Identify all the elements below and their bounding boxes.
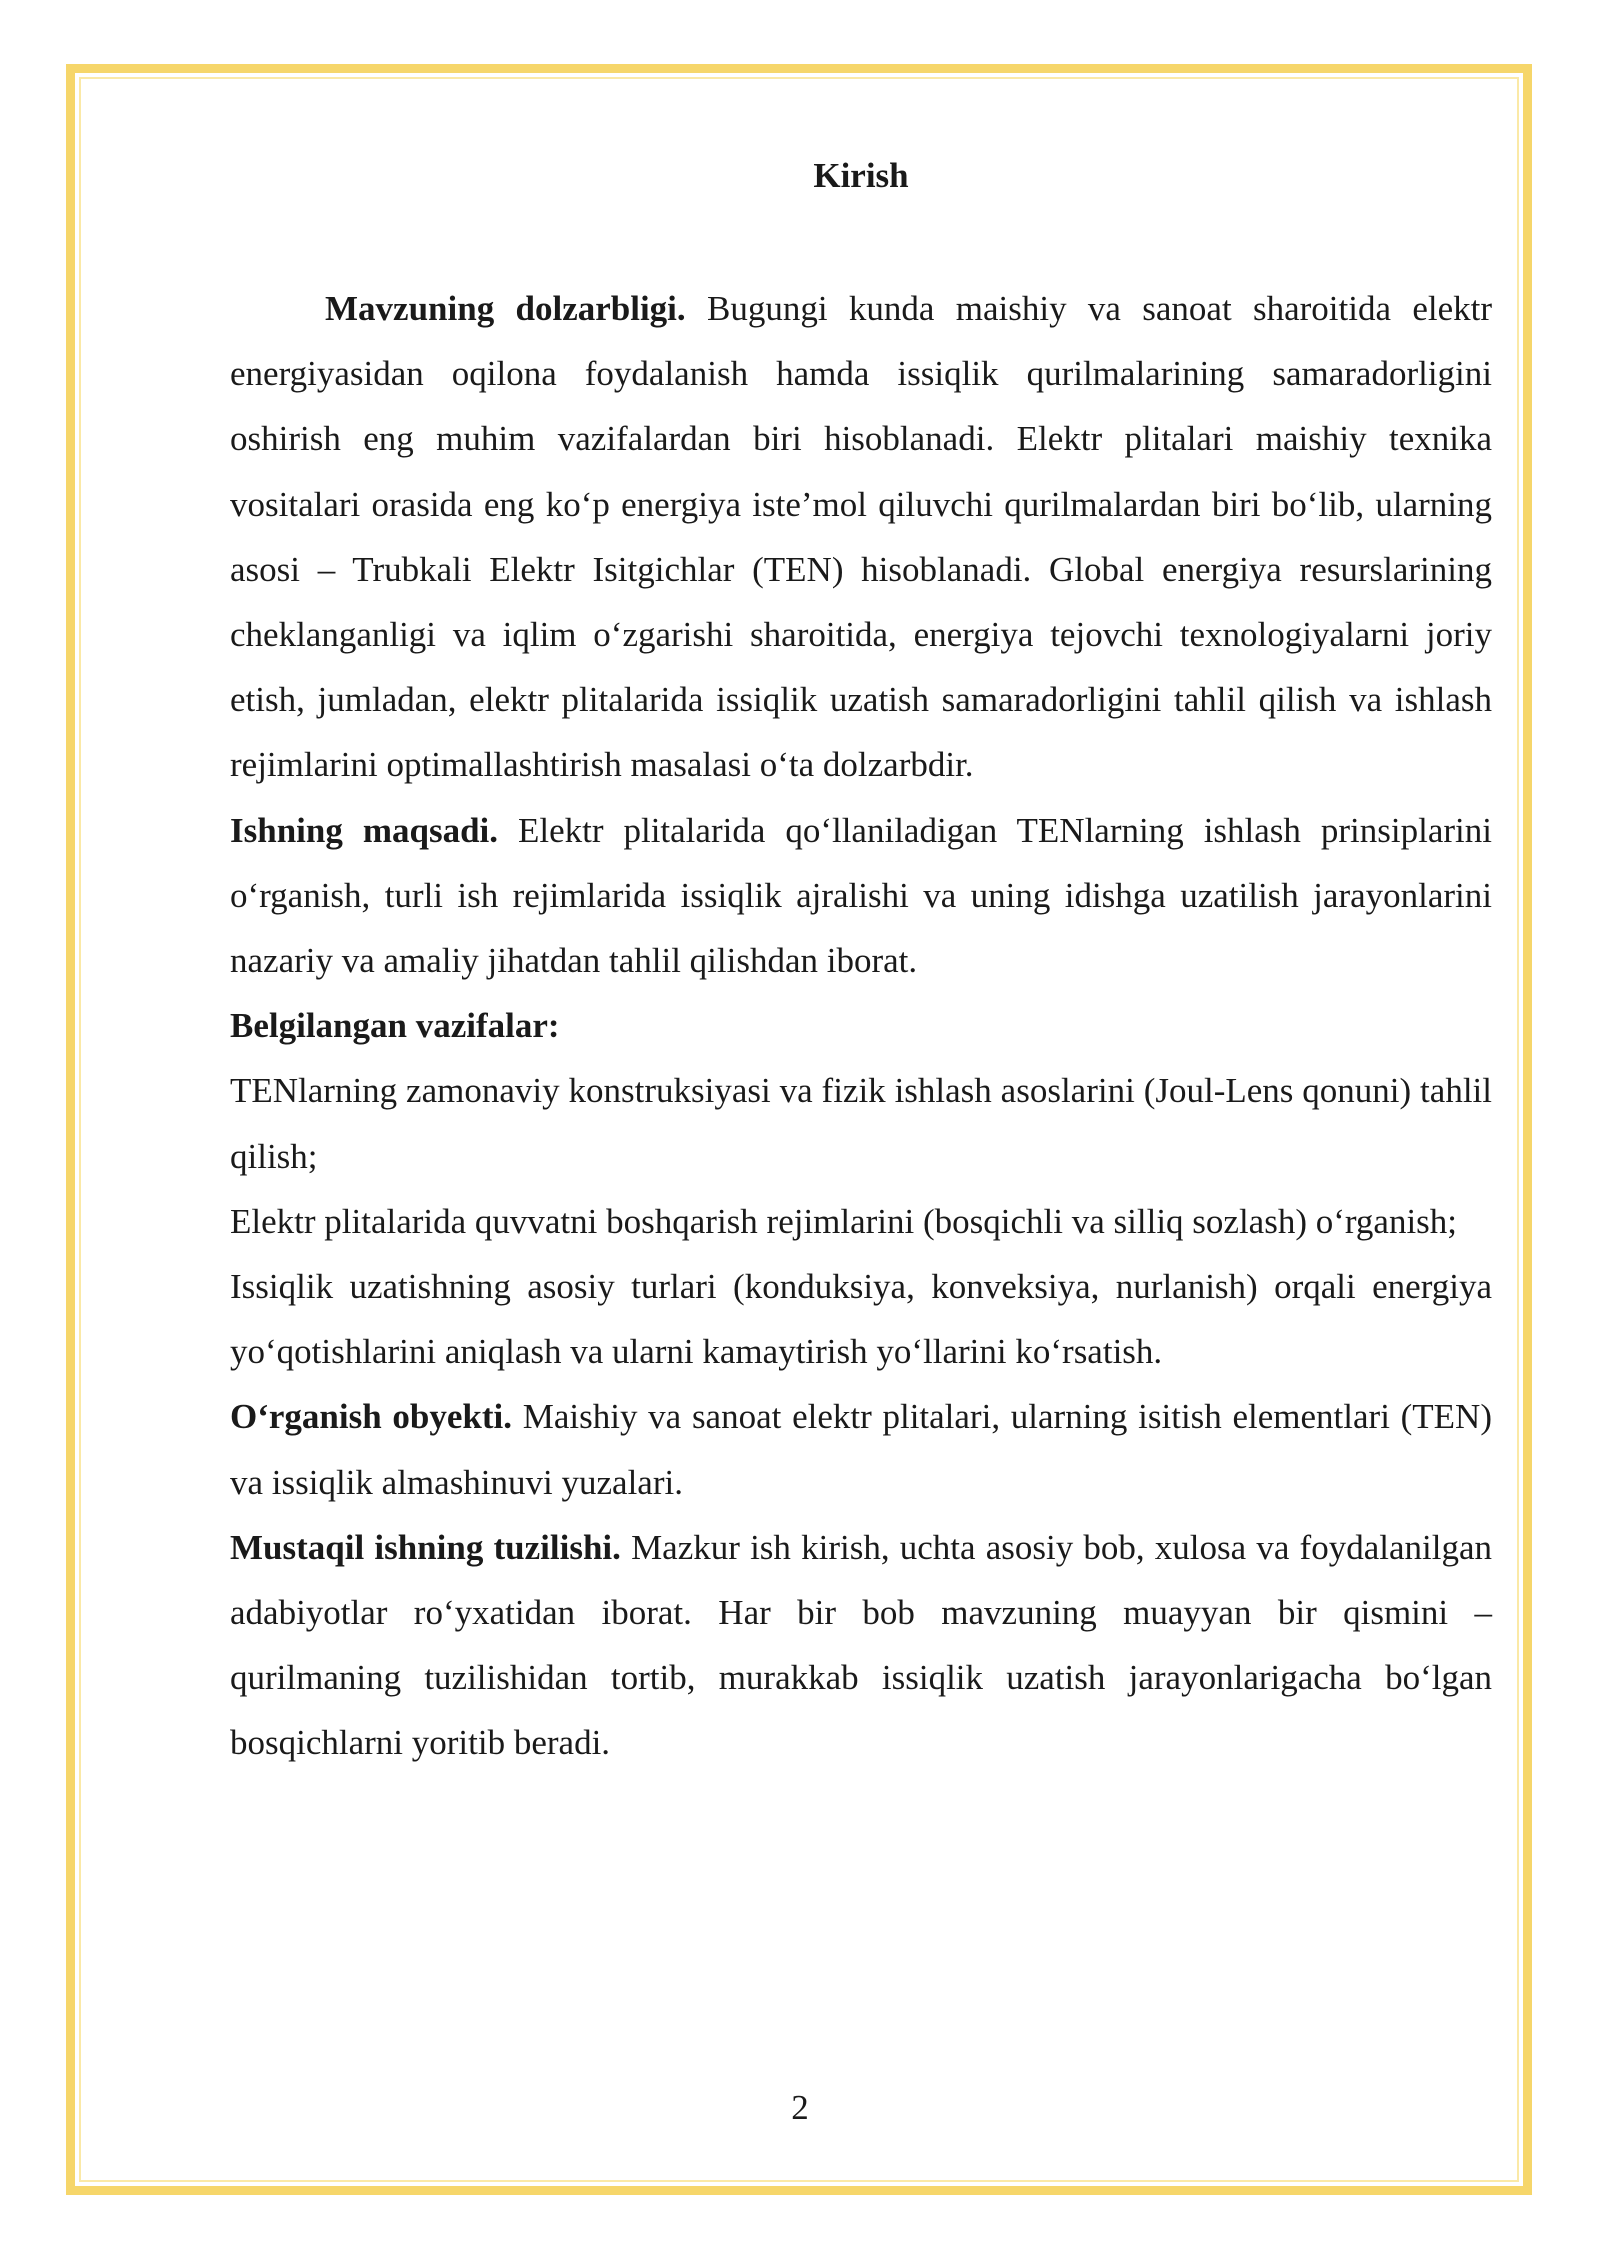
paragraph-text: Elektr plitalarida qo‘llaniladigan TENlarning ishlash prinsiplarini o‘rganish, turli ish rejimlarida issiqlik ajralishi va uning idishga uzatilish jarayonlarini nazariy va amaliy jihatdan tahlil qilishdan iborat. [230, 810, 1492, 981]
paragraph-text: TENlarning zamonaviy konstruksiyasi va fizik ishlash asoslarini (Joul-Lens qonuni) tahlil qilish; [230, 1071, 1492, 1176]
paragraph-text: Elektr plitalarida quvvatni boshqarish rejimlarini (bosqichli va silliq sozlash) o‘rganish; [230, 1201, 1458, 1241]
paragraph-goal [230, 798, 1492, 994]
paragraph-text: Bugungi kunda maishiy va sanoat sharoitida elektr energiyasidan oqilona foydalanish hamda issiqlik qurilmalarining samaradorligini oshirish eng muhim vazifalardan biri hisoblanadi. Elektr plitalari maishiy texnika vositalari orasida eng ko‘p energiya iste’mol qiluvchi qurilmalardan biri bo‘lib, ularning asosi – Trubkali Elektr Isitgichlar (TEN) hisoblanadi. Global energiya resurslarining cheklanganligi va iqlim o‘zgarishi sharoitida, energiya tejovchi texnologiyalarni joriy etish, jumladan, elektr plitalarida issiqlik uzatish samaradorligini tahlil qilish va ishlash rejimlarini optimallashtirish masalasi o‘ta dolzarbdir. [230, 289, 1492, 785]
paragraph-structure [230, 1515, 1492, 1776]
task-item [230, 1058, 1492, 1188]
paragraph-tasks-heading [230, 993, 1492, 1058]
page-number: 2 [791, 2088, 809, 2127]
paragraph-text: Mazkur ish kirish, uchta asosiy bob, xulosa va foydalanilgan adabiyotlar ro‘yxatidan iborat. Har bir bob mavzuning muayyan bir qismini – qurilmaning tuzilishidan tortib, murakkab issiqlik uzatish jarayonlarigacha bo‘lgan bosqichlarni yoritib beradi. [230, 1527, 1492, 1763]
task-item [230, 1189, 1492, 1254]
task-item [230, 1254, 1492, 1384]
paragraph-lead: Ishning maqsadi. [230, 810, 499, 850]
title-spacer [230, 206, 1492, 276]
paragraph-text: Maishiy va sanoat elektr plitalari, ularning isitish elementlari (TEN) va issiqlik almashinuvi yuzalari. [230, 1397, 1492, 1502]
page-content [230, 146, 1492, 1776]
paragraph-object [230, 1384, 1492, 1514]
paragraph-lead: Mustaqil ishning tuzilishi. [230, 1527, 621, 1567]
paragraph-relevance [230, 276, 1492, 798]
paragraph-lead: Belgilangan vazifalar: [230, 1006, 560, 1046]
paragraph-lead: Mavzuning dolzarbligi. [325, 289, 686, 328]
page-title: Kirish [813, 156, 909, 195]
paragraph-lead: O‘rganish obyekti. [230, 1397, 513, 1437]
paragraph-text: Issiqlik uzatishning asosiy turlari (konduksiya, konveksiya, nurlanish) orqali energiya yo‘qotishlarini aniqlash va ularni kamaytirish yo‘llarini ko‘rsatish. [230, 1267, 1492, 1372]
